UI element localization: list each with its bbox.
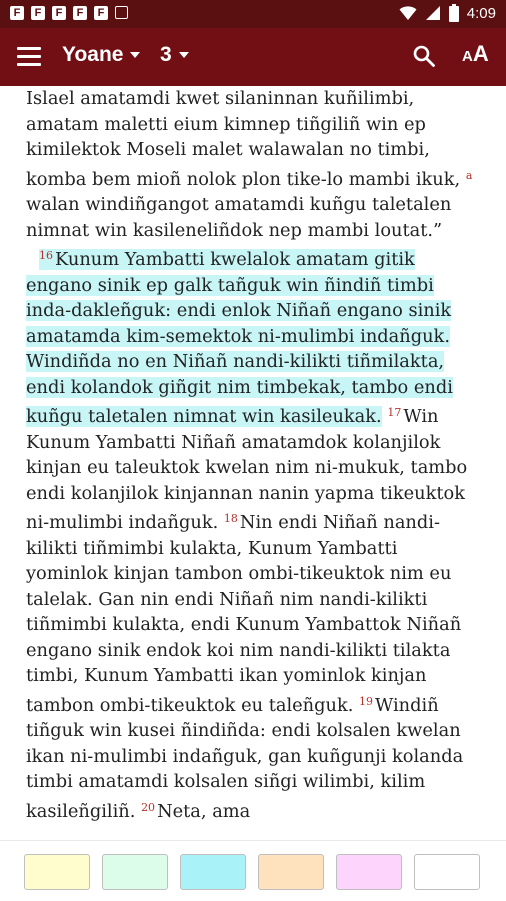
menu-icon <box>17 47 41 50</box>
book-name: Yoane <box>62 43 124 66</box>
facebook-icon: F <box>10 6 24 20</box>
footnote-marker[interactable]: a <box>465 168 473 182</box>
verse-number: 17 <box>387 406 402 419</box>
clock: 4:09 <box>466 4 496 22</box>
verse-text[interactable]: Neta, ama <box>157 800 251 822</box>
verse-number: 19 <box>359 694 374 708</box>
image-icon <box>115 6 128 19</box>
status-right <box>399 4 496 22</box>
highlight-palette <box>0 840 506 901</box>
wifi-icon <box>399 5 417 21</box>
verse-text[interactable]: walan windiñgangot amatamdi kuñgu taletalen nimnat win kasileneliñdok nep mambi loutat.” <box>26 194 452 241</box>
search-icon <box>412 44 436 68</box>
paragraph <box>26 86 482 243</box>
highlight-yellow-button[interactable] <box>24 854 90 890</box>
verse-text: Kunum Yambatti kwelalok amatam gitik engano sinik ep galk tañguk win ñindiñ timbi inda-dakleñguk: endi enlok Niñañ engano sinik amatamda kim-semektok ni-mulimbi indañguk. Windiñda no en Niñañ nandi-kilikti tiñmilakta, endi kolandok giñgit nim timbekak, tambo endi kuñgu taletalen nimnat win kasileukak. <box>26 249 453 427</box>
signal-icon <box>425 5 441 21</box>
notification-icons <box>10 6 128 20</box>
verse-text[interactable]: Windiñ tiñguk win kusei ñindiñda: endi kolsalen kwelan ikan ni-mulimbi indañguk, gan kuñgunji kolanda timbi amatamdi kolsalen siñgi wilimbi, kilim kasileñgiliñ. <box>26 694 464 822</box>
facebook-icon: F <box>52 6 66 20</box>
highlight-clear-button[interactable] <box>414 854 480 890</box>
font-size-button[interactable] <box>462 41 489 71</box>
chapter-selector[interactable] <box>160 43 189 67</box>
facebook-icon: F <box>31 6 45 20</box>
highlight-green-button[interactable] <box>102 854 168 890</box>
menu-button[interactable] <box>14 44 44 70</box>
search-button[interactable] <box>410 42 438 70</box>
chevron-down-icon <box>130 52 140 58</box>
highlight-cyan-button[interactable] <box>180 854 246 890</box>
font-size-icon-large: A <box>472 41 489 66</box>
status-bar <box>0 0 506 28</box>
battery-icon <box>449 4 459 22</box>
menu-icon-line <box>17 63 41 66</box>
verse-text[interactable]: Nin endi Niñañ nandi-kilikti tiñmimbi kulakta, Kunum Yambatti yominlok kinjan tambon ombi-tikeuktok nim eu talelak. Gan nin endi Niñañ nim nandi-kilikti tiñmimbi kulakta, endi Kunum Yambattok Niñañ engano sinik endok koi nim nandi-kilikti tilakta timbi, Kunum Yambatti ikan yominlok kinjan tambon ombi-tikeuktok eu taleñguk. <box>26 512 462 716</box>
facebook-icon: F <box>73 6 87 20</box>
verse-number: 16 <box>39 249 53 262</box>
font-size-icon: A <box>462 48 473 65</box>
facebook-icon: F <box>94 6 108 20</box>
chapter-number: 3 <box>160 43 172 66</box>
verse-16-highlighted[interactable] <box>26 249 453 427</box>
chapter-text <box>26 86 482 840</box>
book-selector[interactable] <box>62 43 140 67</box>
highlight-pink-button[interactable] <box>336 854 402 890</box>
menu-icon-line <box>17 55 41 58</box>
verse-number: 18 <box>223 512 238 525</box>
app-bar <box>0 28 506 86</box>
verse-text[interactable]: Win Kunum Yambatti Niñañ amatamdok kolanjilok kinjan eu taleuktok kwelan nim ni-mukuk, tambo endi kolanjilok kinjannan nanin yapma tikeuktok ni-mulimbi indañguk. <box>26 406 468 533</box>
highlight-orange-button[interactable] <box>258 854 324 890</box>
chevron-down-icon <box>179 52 189 58</box>
paragraph <box>26 243 482 824</box>
verse-number: 20 <box>141 800 156 814</box>
verse-text[interactable]: Islael amatamdi kwet silaninnan kuñilimbi, amatam maletti eium kimnep tiñgiliñ win ep kimilektok Moseli malet walawalan no timbi, komba bem mioñ nolok plon tike-lo mambi ikuk, <box>26 88 466 190</box>
